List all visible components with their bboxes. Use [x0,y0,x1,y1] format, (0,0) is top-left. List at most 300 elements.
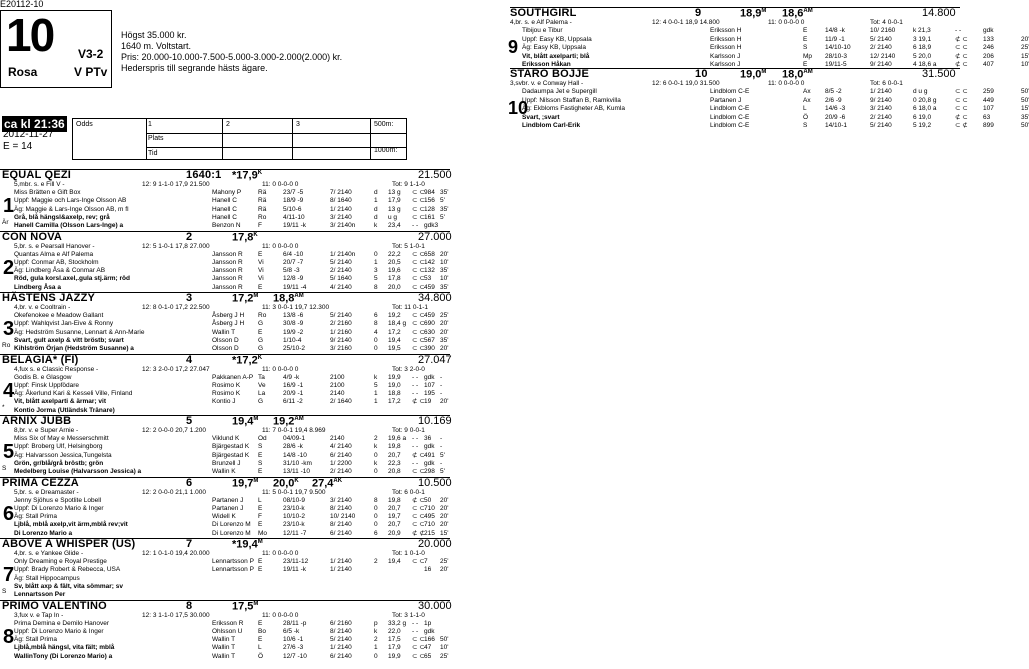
start-cell: 17,2 [388,328,401,336]
start-cell: 22,0 [388,627,401,635]
post-number: 9 [508,37,519,57]
start-cell: gdk [983,27,994,34]
start-cell: 8/ 2140 [330,627,352,635]
prize-sum: 34.800 [418,292,452,304]
start-cell: Medelberg Louise (Halvarsson Jessica) a [14,468,142,476]
start-cell: 25' [1021,44,1029,51]
stats-11: 11: 0 0-0-0 0 [262,365,299,373]
start-cell: Di Lorenzo M [212,521,251,529]
odds-table [72,118,407,160]
start-cell: ⊄ ⊂ [955,113,968,121]
start-cell: E [803,35,808,43]
col-1000m: 1000m: [374,147,398,154]
start-cell: Di Lorenzo M [212,529,251,537]
start-cell: Åsberg J H [212,320,245,328]
start-cell: 5/10-6 [283,205,302,213]
start-cell: - [440,390,443,398]
record-time: $17,8^K$ [232,231,258,244]
start-cell: 19/9 -2 [283,328,304,336]
start-cell: Wallin K [212,468,236,476]
start-cell: 19 [424,398,432,406]
start-cell: E [258,451,263,459]
start-cell: L [258,496,262,504]
start-cell: Kontio Jorma (Utländsk Tränare) [14,406,115,414]
start-cell: 20' [440,513,449,521]
start-cell: 2/ 2140 [870,44,892,51]
start-cell: 984 [424,189,435,196]
start-cell: 28/10-3 [825,52,848,60]
start-cell: 4/11-10 [283,213,305,221]
start-cell: Partanen J [710,96,742,104]
start-cell: Olsson D [212,336,239,344]
start-cell: 4/ 2140 [330,283,352,291]
start-cell: Benzon N [212,222,241,230]
start-cell: 1/ 2200 [330,459,352,467]
start-cell: 50' [1021,88,1029,95]
start-cell: 459 [424,283,435,291]
start-cell: 20' [440,521,449,529]
start-cell: 20' [440,398,449,406]
start-cell: 6 [374,529,378,537]
start-cell: 10' [1021,61,1029,68]
start-cell: Svart, ;svart [522,113,560,121]
start-cell: Ö [803,113,809,121]
start-cell: ⊂ ⊂ [412,513,425,521]
horse-name: PRIMO VALENTINO [2,599,107,612]
start-cell: 19/11 -k [283,222,307,230]
start-cell: 35' [1021,113,1029,121]
start-cell: Vit, blått axelparti & ärmar; vit [14,398,106,406]
start-cell: 3/ 2140 [870,105,892,112]
start-cell: E [258,558,263,565]
start-cell: 35' [440,189,449,196]
start-cell: L [803,105,807,112]
start-cell: 899 [983,122,994,129]
horse-name: PRIMA CEZZA [2,476,79,489]
trainer-tag: S [2,465,7,472]
start-cell: - - [412,619,419,627]
post-number: 6 [3,502,15,525]
stats-tot: Tot: 9 0-0-1 [392,427,425,434]
start-cell: Wallin T [212,652,236,660]
start-cell: 0 [374,513,378,521]
start-cell: 20,9 [388,529,401,537]
horse-meta: 4,br. s. e Alf Palema - [510,19,572,26]
start-cell: ⊄ ⊂ [955,61,968,68]
start-cell: ⊂ ⊂ [412,213,425,221]
record-time-auto: $18,6^{AM}$ [782,7,813,20]
start-cell: Prima Demina e Demilo Hanover [14,619,110,627]
stats-tot: Tot: 6 0-0-1 [870,80,903,87]
stats-tot: Tot: 5 1-0-1 [392,242,425,250]
prize-sum: 27.000 [418,230,452,243]
post-number: 4 [3,379,15,402]
start-cell: Wallin T [212,636,236,644]
record-time: $*17,9^K$ [232,169,263,182]
start-cell: 5/ 1640 [330,275,352,283]
start-cell: Hanell C [212,197,237,205]
start-cell: 16 [424,566,432,574]
start-cell: 5/ 2140 [330,636,352,644]
stats-tot: Tot: 6 0-0-1 [392,488,425,496]
start-cell: Tibijou e Tibur [522,27,563,34]
start-cell: 20,7 [388,451,401,459]
post-number: 1 [3,195,15,217]
start-cell: gdk [424,459,435,467]
start-cell: S [803,44,808,51]
start-cell: 2 [374,558,378,565]
start-cell: 690 [424,320,435,328]
start-cell: 259 [983,88,994,95]
start-cell: 128 [424,205,435,213]
stats-12: 12: 3 1-1-0 17,5 30.000 [142,611,210,619]
start-cell: Only Dreaming e Royal Prestige [14,558,107,565]
start-cell: 0 [374,504,378,512]
horse-number: 10 [695,68,708,80]
start-cell: 2/ 2160 [330,320,352,328]
start-cell: Uppf: Nilsson Staffan B, Ramkvilla [522,96,621,104]
start-cell: Lindberg Åsa a [14,283,61,291]
prize-sum: 10.169 [418,415,452,427]
race-number: 10 [6,9,54,61]
stats-12: 12: 2 0-0-0 20,7 1.200 [142,427,206,434]
start-cell: Äg: Halvarsson Jessica,Tungelsta [14,451,112,459]
start-cell: Karlsson J [710,61,741,68]
start-cell: 0 20,8 g [913,96,937,104]
start-cell: 20' [1021,35,1029,43]
start-cell: 8/ 2140 [330,521,352,529]
start-cell: 3 [374,267,378,275]
start-cell: - [440,435,443,442]
start-cell: 15' [1021,105,1029,112]
start-cell: 65 [424,652,432,660]
start-odds: 8 [186,599,193,612]
start-cell: Rä [258,197,267,205]
start-cell: 15' [1021,52,1029,60]
start-cell: 1/ 2140 [330,644,352,652]
start-cell: Brunzell J [212,459,241,467]
record-time: $19,4^M$ [232,415,259,428]
start-cell: 206 [983,52,994,60]
start-cell: Karlsson J [710,52,741,60]
start-cell: ⊂ ⊂ [412,345,425,353]
start-cell: ⊂ ⊂ [955,88,968,95]
start-cell: 166 [424,636,435,644]
start-cell: 20' [440,566,449,574]
start-cell: 2/ 2140 [870,113,892,121]
stats-11: 11: 0 0-0-0 0 [262,550,299,557]
start-cell: 19,2 [388,312,401,319]
col-3: 3 [296,121,300,128]
start-cell: 459 [424,312,435,319]
record-time: $19,0^M$ [740,68,767,81]
horse-meta: 5,br. s. e Dreamaster - [14,488,79,496]
start-cell: 6 18,9 [913,44,932,51]
start-cell: u g [388,213,398,221]
start-cell: k [374,627,378,635]
start-cell: 10' [440,258,449,266]
start-cell: 8/5 -2 [825,88,842,95]
start-cell: Lennartsson P [212,558,254,565]
start-cell: Eriksson H [710,27,742,34]
start-cell: 28/6 -k [283,443,303,451]
start-cell: E [258,636,263,644]
start-cell: 20' [440,250,449,258]
stats-11: 11: 0 0-0-0 0 [262,181,299,188]
start-cell: 630 [424,328,435,336]
post-number: 3 [3,318,15,340]
start-cell: 9/ 2140 [870,96,892,104]
start-cell: 30/8 -9 [283,320,304,328]
start-cell: 6/ 2140 [330,451,352,459]
start-cell: Rä [258,205,267,213]
stats-11: 11: 0 0-0-0 0 [262,242,299,250]
start-cell: G [258,398,264,406]
record-time-auto: $18,8^{AM}$ [273,292,304,305]
trainer-tag: * [2,403,5,411]
start-cell: - - [412,381,419,389]
start-cell: p [374,619,378,627]
start-cell: ⊂ ⊂ [412,250,425,258]
col-2: 2 [226,121,230,128]
start-cell: Hanell C [212,213,237,221]
start-cell: Uppf: Finsk Uppfödare [14,381,80,389]
start-cell: ⊂ ⊂ [955,44,968,51]
start-cell: Grå, blå hängsl&axelp, rev; grå [14,213,110,221]
start-cell: 133 [983,35,994,43]
start-cell: Åsberg J H [212,312,245,319]
start-cell: Viklund K [212,435,240,442]
start-cell: ⊂ ⊂ [412,267,425,275]
start-cell: Lennartsson Per [14,591,66,599]
start-cell: WallinTony (Di Lorenzo Mario) a [14,652,113,660]
start-cell: Vit, blått axelparti; blå [522,52,590,60]
start-cell: 14/10-1 [825,122,848,129]
start-cell: 10/6 -1 [283,636,304,644]
start-cell: 9/ 2140 [870,61,892,68]
start-cell: 12/11 -7 [283,529,307,537]
start-cell: Ax [803,96,811,104]
start-cell: 13 g [388,189,401,196]
start-cell: 31/10 -km [283,459,312,467]
trainer-tag: S [2,588,7,595]
horse-meta: 8,br. v. e Super Arnie - [14,427,79,434]
start-cell: 17,9 [388,644,401,652]
start-cell: Äg: Ekbloms Fastigheter AB, Kumla [522,105,625,112]
start-cell: 35' [440,267,449,275]
start-cell: 5' [440,213,445,221]
start-cell: Äg: Stall Hippocampus [14,574,80,582]
start-cell: 3 19,1 [913,35,932,43]
stats-12: 12: 8 0-1-0 17,2 22.500 [142,304,210,311]
start-cell: Ljblå,mblå hängsl, vita fält; mblå [14,644,115,652]
start-cell: 3/ 2140 [330,213,352,221]
start-cell: Quantas Alma e Alf Palema [14,250,94,258]
start-cell: Mo [258,529,268,537]
start-cell: Lindblom C-E [710,105,750,112]
start-cell: ⊂ ⊂ [412,504,425,512]
record-time: $*17,2^K$ [232,354,263,367]
stats-12: 12: 4 0-0-1 18,9 14.800 [652,19,720,26]
start-cell: k [374,443,378,451]
record-time-auto: $19,2^{AM}$ [273,415,304,428]
start-cell: G [258,336,264,344]
start-cell: 5' [440,451,445,459]
start-cell: 2 [374,435,378,442]
start-cell: Jansson R [212,283,243,291]
start-cell: Ro [258,213,267,221]
start-cell: d [374,189,378,196]
start-cell: 710 [424,521,435,529]
stats-12: 12: 1 0-1-0 19,4 20.000 [142,550,210,557]
start-cell: 215 [424,529,435,537]
start-cell: ⊂ ⊂ [412,283,425,291]
start-cell: 35' [440,336,449,344]
start-cell: Eriksson Håkan [522,61,571,68]
start-cell: - [440,373,443,381]
start-cell: 35' [440,205,449,213]
start-cell: 19,0 [388,381,401,389]
start-cell: 1/ 2140 [330,558,352,565]
start-cell: G [258,320,264,328]
start-cell: ⊂ ⊂ [955,105,968,112]
start-cell: 17,2 [388,398,401,406]
start-cell: 6 [374,312,378,319]
horse-name: BELAGIA* (FI) [2,353,79,366]
start-cell: 491 [424,451,435,459]
horse-name: ARNIX JUBB [2,415,72,427]
start-cell: ⊂ ⊂ [412,189,425,196]
start-cell: F [258,513,262,521]
start-odds: 7 [186,538,193,550]
start-cell: Äg: Easy KB, Uppsala [522,44,586,51]
post-number: 8 [3,625,15,648]
prize-sum: 10.500 [418,476,452,489]
start-cell: Lindblom C-E [710,122,750,129]
start-cell: 04/09-1 [283,435,306,442]
start-cell: ⊂ ⊂ [412,197,425,205]
start-cell: - - [955,27,962,34]
start-cell: 3/ 2140n [330,222,356,230]
race-kind: Rosa [8,65,38,79]
start-cell: 2 [374,636,378,644]
start-cell: 298 [424,468,435,476]
start-cell: Ö [258,652,264,660]
start-cell: 8 [374,320,378,328]
start-cell: 1/ 2140 [330,566,352,574]
start-cell: Svart, gult axelp & vitt bröstb; svart [14,336,124,344]
start-cell: 1/10-4 [283,336,302,344]
start-cell: 20/7 -7 [283,258,304,266]
start-odds: 6 [186,476,193,489]
start-cell: Jansson R [212,258,243,266]
start-cell: - - [412,435,419,442]
start-cell: 25' [440,652,449,660]
start-cell: Röd, gula korsl.axel,.gula stj.ärm; röd [14,275,130,283]
start-cell: 50 [424,496,432,504]
start-cell: 495 [424,513,435,521]
start-cell: 8/ 1640 [330,197,352,205]
start-cell: Uppf: Maggie och Lars-Inge Olsson AB [14,197,127,205]
start-cell: Lennartsson P [212,566,254,574]
start-cell: Ve [258,381,266,389]
start-cell: - [440,459,443,467]
start-cell: Dadaumpa Jet e Supergill [522,88,597,95]
start-cell: 2140 [330,390,345,398]
start-cell: gdk [424,443,435,451]
start-cell: 47 [424,644,432,652]
start-cell: 18,8 [388,390,401,398]
start-cell: Uppf: Brady Robert & Rebecca, USA [14,566,121,574]
start-cell: Ro [258,312,267,319]
start-cell: 0 [374,250,378,258]
start-cell: Äg: Stall Prima [14,513,57,521]
plats-label: Plats [148,135,164,142]
stats-tot: Tot: 11 0-1-1 [392,304,429,311]
start-cell: 5 [374,381,378,389]
start-cell: 50' [1021,122,1029,129]
start-cell: 1 [374,258,378,266]
start-cell: 2/ 2140 [330,468,352,476]
record-time: $*19,4^M$ [232,538,263,551]
start-cell: 20,7 [388,521,401,529]
start-cell: d u g [913,88,928,95]
start-odds: 4 [186,353,193,366]
start-cell: 407 [983,61,994,68]
stats-12: 12: 2 0-0-0 21,1 1.000 [142,488,206,496]
start-cell: Okefenokee e Meadow Gallant [14,312,104,319]
start-cell: Partanen J [212,496,244,504]
start-cell: Hanell Camilla (Olsson Lars-Inge) a [14,222,124,230]
horse-meta: 3,svbr. v. e Conway Hall - [510,80,584,87]
start-cell: L [258,644,262,652]
start-cell: 50' [1021,96,1029,104]
start-cell: 0 [374,336,378,344]
start-cell: 10' [440,275,449,283]
start-cell: ⊄ ⊂ [955,52,968,60]
prize-sum: 27.047 [418,353,452,366]
record-time: $19,7^M$ [232,477,259,490]
race-date: 2012-11-27 [3,129,54,140]
start-cell: 5' [440,468,445,476]
start-cell: S [258,443,263,451]
start-cell: 5/ 2140 [330,258,352,266]
start-cell: 8 [374,496,378,504]
start-cell: 20,7 [388,504,401,512]
start-cell: Rosimo K [212,381,241,389]
horse-meta: 4,br. v. e Cooltrain - [14,304,71,311]
start-cell: 19,8 [388,443,401,451]
horse-name: STARO BOJJE [510,68,590,80]
start-cell: 10/10-2 [283,513,306,521]
start-cell: 22,3 [388,459,401,467]
post-number: 5 [3,441,15,463]
start-cell: Ta [258,373,265,381]
start-cell: Di Lorenzo Mario a [14,529,73,537]
start-cell: Widell K [212,513,236,521]
race-id: E20112-10 [0,0,44,9]
start-cell: 11/9 -1 [825,35,845,43]
start-cell: 5/ 2140 [870,122,892,129]
start-cell: 4/9 -k [283,373,300,381]
start-cell: 23/7 -5 [283,189,304,196]
start-cell: 1 [374,644,378,652]
start-cell: Jansson R [212,250,243,258]
start-cell: G [258,345,264,353]
start-cell: Bo [258,627,266,635]
start-cell: ⊂ ⊂ [412,558,425,565]
start-cell: 13/11 -10 [283,468,310,476]
